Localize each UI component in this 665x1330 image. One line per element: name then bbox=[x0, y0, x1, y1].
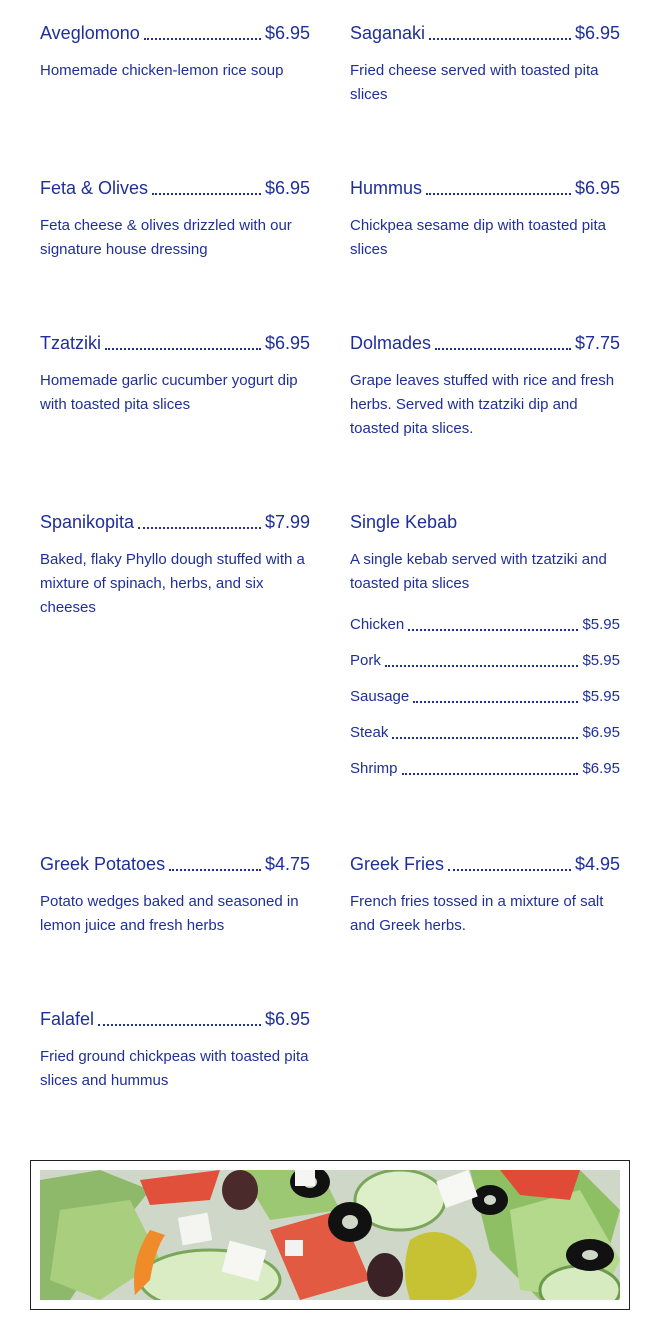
option-price: $6.95 bbox=[582, 760, 620, 777]
item-price: $6.95 bbox=[574, 23, 620, 43]
item-price: $4.75 bbox=[264, 854, 310, 874]
item-price: $7.99 bbox=[264, 512, 310, 532]
leader-dots bbox=[413, 701, 578, 703]
leader-dots bbox=[152, 193, 261, 195]
option-name: Sausage bbox=[350, 688, 410, 705]
item-name: Tzatziki bbox=[40, 333, 102, 353]
kebab-option-pork bbox=[350, 652, 620, 670]
option-price: $6.95 bbox=[582, 724, 620, 741]
item-description: Feta cheese & olives drizzled with our signature house dressing bbox=[40, 217, 292, 258]
item-price: $4.95 bbox=[574, 854, 620, 874]
item-name: Aveglomono bbox=[40, 23, 140, 43]
item-description: Fried ground chickpeas with toasted pita slices and hummus bbox=[40, 1048, 309, 1089]
item-description: Baked, flaky Phyllo dough stuffed with a mixture of spinach, herbs, and six cheeses bbox=[40, 551, 305, 616]
item-description: Homemade chicken-lemon rice soup bbox=[40, 62, 284, 79]
item-description: Potato wedges baked and seasoned in lemon juice and fresh herbs bbox=[40, 893, 299, 934]
menu-item-feta-olives bbox=[40, 177, 310, 262]
item-price: $6.95 bbox=[264, 333, 310, 353]
leader-dots bbox=[408, 629, 578, 631]
item-description: Homemade garlic cucumber yogurt dip with toasted pita slices bbox=[40, 372, 298, 413]
option-price: $5.95 bbox=[582, 616, 620, 633]
menu-item-falafel bbox=[40, 1008, 310, 1093]
greek-salad-photo bbox=[40, 1170, 620, 1300]
item-description: Fried cheese served with toasted pita slices bbox=[350, 62, 599, 103]
option-name: Shrimp bbox=[350, 760, 398, 777]
leader-dots bbox=[385, 665, 579, 667]
item-price: $6.95 bbox=[264, 1009, 310, 1029]
item-name: Falafel bbox=[40, 1009, 95, 1029]
kebab-option-steak bbox=[350, 724, 620, 742]
menu-item-dolmades bbox=[350, 332, 620, 441]
option-name: Pork bbox=[350, 652, 381, 669]
item-price: $6.95 bbox=[264, 178, 310, 198]
kebab-option-shrimp bbox=[350, 760, 620, 778]
item-description: French fries tossed in a mixture of salt and Greek herbs. bbox=[350, 893, 604, 934]
item-name: Greek Potatoes bbox=[40, 854, 166, 874]
menu-item-saganaki bbox=[350, 22, 620, 107]
menu-item-greek-fries bbox=[350, 853, 620, 938]
item-name: Single Kebab bbox=[350, 512, 458, 532]
photo-frame bbox=[30, 1160, 630, 1310]
leader-dots bbox=[429, 38, 571, 40]
leader-dots bbox=[392, 737, 578, 739]
kebab-options-list bbox=[350, 616, 620, 778]
salad-illustration bbox=[40, 1170, 620, 1300]
item-name: Hummus bbox=[350, 178, 423, 198]
item-name: Dolmades bbox=[350, 333, 432, 353]
item-name: Spanikopita bbox=[40, 512, 135, 532]
menu-item-hummus bbox=[350, 177, 620, 262]
leader-dots bbox=[138, 527, 261, 529]
leader-dots bbox=[402, 773, 579, 775]
option-price: $5.95 bbox=[582, 652, 620, 669]
item-price: $6.95 bbox=[574, 178, 620, 198]
menu-item-spanikopita bbox=[40, 511, 310, 620]
leader-dots bbox=[426, 193, 571, 195]
item-price: $6.95 bbox=[264, 23, 310, 43]
item-name: Feta & Olives bbox=[40, 178, 149, 198]
item-description: Chickpea sesame dip with toasted pita slices bbox=[350, 217, 606, 258]
item-name: Greek Fries bbox=[350, 854, 445, 874]
item-description: A single kebab served with tzatziki and toasted pita slices bbox=[350, 551, 607, 592]
leader-dots bbox=[105, 348, 261, 350]
option-name: Chicken bbox=[350, 616, 405, 633]
leader-dots bbox=[169, 869, 261, 871]
item-description: Grape leaves stuffed with rice and fresh herbs. Served with tzatziki dip and toasted pita slices. bbox=[350, 372, 615, 437]
leader-dots bbox=[448, 869, 571, 871]
item-name: Saganaki bbox=[350, 23, 426, 43]
menu-item-greek-potatoes bbox=[40, 853, 310, 938]
menu-item-aveglomono bbox=[40, 22, 310, 83]
leader-dots bbox=[144, 38, 261, 40]
menu-item-tzatziki bbox=[40, 332, 310, 417]
menu-item-single-kebab bbox=[350, 511, 620, 778]
leader-dots bbox=[435, 348, 571, 350]
kebab-option-chicken bbox=[350, 616, 620, 634]
kebab-option-sausage bbox=[350, 688, 620, 706]
leader-dots bbox=[98, 1024, 261, 1026]
item-price: $7.75 bbox=[574, 333, 620, 353]
option-price: $5.95 bbox=[582, 688, 620, 705]
option-name: Steak bbox=[350, 724, 389, 741]
